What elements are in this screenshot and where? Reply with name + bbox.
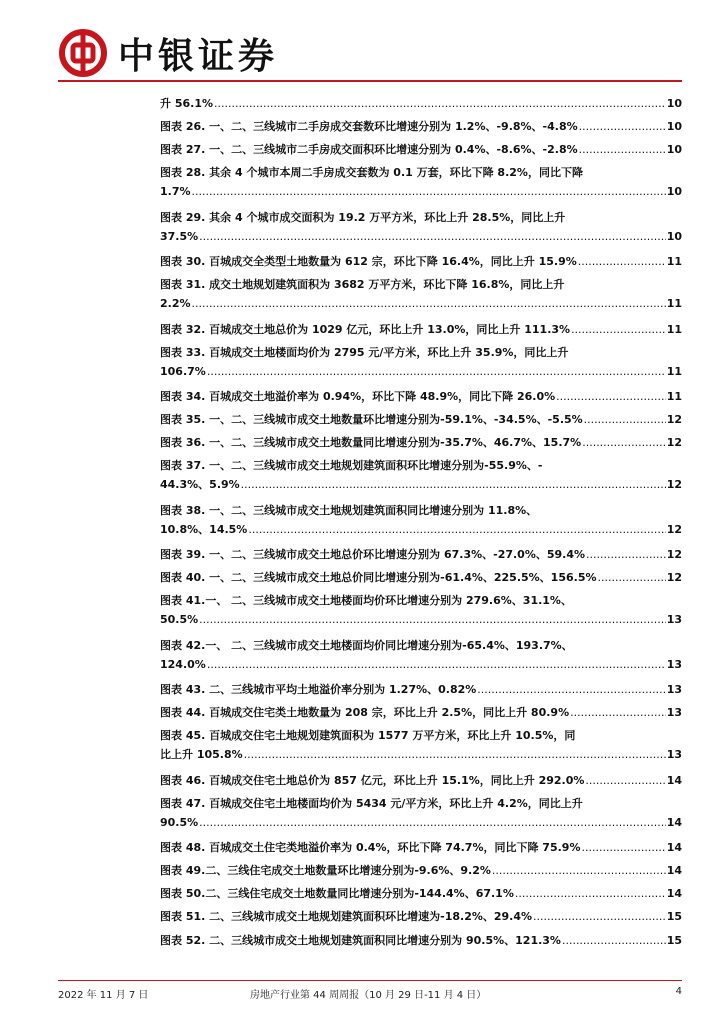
dot-leader bbox=[199, 813, 666, 832]
toc-page-number: 12 bbox=[666, 478, 682, 492]
toc-entry-title: 图表 29. 其余 4 个城市成交面积为 19.2 万平方米，环比上升 28.5%，同比上升 bbox=[160, 210, 566, 224]
toc-page-number: 12 bbox=[666, 522, 682, 536]
toc-entry[interactable] bbox=[160, 138, 682, 161]
toc-page-number: 13 bbox=[666, 657, 682, 671]
toc-page-number: 11 bbox=[666, 322, 682, 336]
brand-name: 中银证券 bbox=[118, 34, 279, 77]
dot-leader bbox=[515, 882, 666, 905]
toc-page-number: 14 bbox=[666, 815, 682, 829]
toc-entry[interactable] bbox=[160, 566, 682, 589]
toc-entry-title: 图表 38. 一、二、三线城市成交土地规划建筑面积同比增速分别为 11.8%、 bbox=[160, 503, 538, 517]
toc-entry[interactable] bbox=[160, 341, 682, 385]
toc-entry-title-continued: 比上升 105.8% bbox=[160, 748, 243, 762]
toc-entry[interactable] bbox=[160, 769, 682, 792]
toc-entry[interactable] bbox=[160, 499, 682, 543]
dot-leader bbox=[570, 701, 666, 724]
toc-entry[interactable] bbox=[160, 724, 682, 768]
toc-entry-title: 图表 40. 一、二、三线城市成交土地总价同比增速分别为-61.4%、225.5%、156.5% bbox=[160, 571, 597, 585]
dot-leader bbox=[571, 318, 666, 341]
toc-entry-title: 图表 33. 百城成交土地楼面均价为 2795 元/平方米，环比上升 35.9%，同比上升 bbox=[160, 345, 569, 359]
toc-page-number: 13 bbox=[666, 613, 682, 627]
toc-entry-title: 图表 28. 其余 4 个城市本周二手房成交套数为 0.1 万套，环比下降 8.2%，同比下降 bbox=[160, 166, 583, 180]
footer-report-title: 房地产行业第 44 周周报（10 月 29 日-11 月 4 日） bbox=[250, 990, 487, 1001]
toc-page-number: 11 bbox=[666, 255, 682, 269]
toc-entry-title: 图表 44. 百城成交住宅类土地数量为 208 宗，环比上升 2.5%，同比上升 80.9% bbox=[160, 706, 570, 720]
toc-entry[interactable] bbox=[160, 859, 682, 882]
toc-entry-title: 图表 43. 二、三线城市平均土地溢价率分别为 1.27%、0.82% bbox=[160, 683, 477, 697]
toc-entry-title: 图表 37. 一、二、三线城市成交土地规划建筑面积环比增速分别为-55.9%、- bbox=[160, 459, 543, 473]
page-number: 4 bbox=[675, 986, 682, 997]
dot-leader bbox=[492, 859, 666, 882]
toc-entry-title-continued: 90.5% bbox=[160, 815, 199, 829]
toc-entry-title: 图表 26. 一、二、三线城市二手房成交套数环比增速分别为 1.2%、-9.8%、-4.8% bbox=[160, 120, 578, 134]
dot-leader bbox=[579, 115, 666, 138]
dot-leader bbox=[477, 678, 665, 701]
page-header bbox=[58, 28, 278, 78]
toc-entry-title: 图表 34. 百城成交土地溢价率为 0.94%，环比下降 48.9%，同比下降 26.0% bbox=[160, 390, 556, 404]
toc-entry-title: 图表 50.二、三线住宅成交土地数量同比增速分别为-144.4%、67.1% bbox=[160, 887, 514, 901]
toc-entry[interactable] bbox=[160, 836, 682, 859]
dot-leader bbox=[582, 431, 665, 454]
toc-page-number: 10 bbox=[666, 143, 682, 157]
footer-date: 2022 年 11 月 7 日 bbox=[58, 990, 149, 1001]
bank-of-china-logo-icon bbox=[58, 28, 108, 78]
dot-leader bbox=[199, 610, 666, 629]
table-of-figures bbox=[160, 92, 682, 952]
toc-entry[interactable] bbox=[160, 431, 682, 454]
toc-entry-title: 图表 48. 百城成交土住宅类地溢价率为 0.4%，环比下降 74.7%，同比下降 75.9% bbox=[160, 841, 581, 855]
toc-entry[interactable] bbox=[160, 92, 682, 115]
toc-entry[interactable] bbox=[160, 792, 682, 836]
toc-page-number: 14 bbox=[666, 864, 682, 878]
dot-leader bbox=[586, 543, 666, 566]
toc-entry[interactable] bbox=[160, 634, 682, 678]
dot-leader bbox=[585, 769, 665, 792]
toc-entry-title-continued: 2.2% bbox=[160, 297, 191, 311]
toc-entry-title-continued: 10.8%、14.5% bbox=[160, 522, 248, 536]
dot-leader bbox=[584, 408, 666, 431]
toc-entry-title-continued: 50.5% bbox=[160, 613, 199, 627]
toc-page-number: 13 bbox=[666, 683, 682, 697]
toc-entry-title: 图表 31. 成交土地规划建筑面积为 3682 万平方米，环比下降 16.8%，同比上升 bbox=[160, 278, 565, 292]
toc-entry[interactable] bbox=[160, 678, 682, 701]
toc-page-number: 12 bbox=[666, 413, 682, 427]
dot-leader bbox=[244, 745, 666, 764]
toc-page-number: 11 bbox=[666, 297, 682, 311]
toc-entry-title: 图表 32. 百城成交土地总价为 1029 亿元，环比上升 13.0%，同比上升 111.3% bbox=[160, 322, 571, 336]
toc-entry[interactable] bbox=[160, 385, 682, 408]
toc-entry[interactable] bbox=[160, 206, 682, 250]
toc-page-number: 13 bbox=[666, 748, 682, 762]
toc-entry[interactable] bbox=[160, 408, 682, 431]
toc-entry-title-continued: 44.3%、5.9% bbox=[160, 478, 240, 492]
toc-entry[interactable] bbox=[160, 318, 682, 341]
toc-page-number: 12 bbox=[666, 571, 682, 585]
toc-page-number: 15 bbox=[666, 933, 682, 947]
toc-entry[interactable] bbox=[160, 905, 682, 928]
dot-leader bbox=[241, 475, 666, 494]
dot-leader bbox=[578, 250, 666, 273]
dot-leader bbox=[579, 138, 666, 161]
toc-page-number: 10 bbox=[666, 97, 682, 110]
toc-entry-title: 图表 49.二、三线住宅成交土地数量环比增速分别为-9.6%、9.2% bbox=[160, 864, 491, 878]
toc-entry[interactable] bbox=[160, 115, 682, 138]
toc-page-number: 11 bbox=[666, 390, 682, 404]
toc-page-number: 10 bbox=[666, 185, 682, 199]
toc-entry-title-continued: 1.7% bbox=[160, 185, 191, 199]
toc-page-number: 12 bbox=[666, 436, 682, 450]
toc-entry-title: 图表 30. 百城成交全类型土地数量为 612 宗，环比下降 16.4%，同比上升 15.9% bbox=[160, 255, 577, 269]
toc-entry-title: 图表 27. 一、二、三线城市二手房成交面积环比增速分别为 0.4%、-8.6%、-2.8% bbox=[160, 143, 578, 157]
toc-entry-title: 图表 41.一、 二、三线城市成交土地楼面均价环比增速分别为 279.6%、31.1%、 bbox=[160, 594, 572, 608]
dot-leader bbox=[556, 385, 666, 408]
toc-page-number: 10 bbox=[666, 229, 682, 243]
toc-entry-title: 图表 45. 百城成交住宅土地规划建筑面积为 1577 万平方米，环比上升 10.5%，同 bbox=[160, 729, 576, 743]
toc-entry[interactable] bbox=[160, 161, 682, 205]
dot-leader bbox=[248, 520, 665, 539]
toc-page-number: 14 bbox=[666, 841, 682, 855]
toc-page-number: 15 bbox=[666, 910, 682, 924]
dot-leader bbox=[562, 929, 666, 952]
dot-leader bbox=[207, 655, 666, 674]
toc-entry-title: 图表 36. 一、二、三线城市成交土地数量同比增速分别为-35.7%、46.7%、15.7% bbox=[160, 436, 582, 450]
dot-leader bbox=[192, 294, 666, 313]
dot-leader bbox=[581, 836, 665, 859]
toc-entry[interactable] bbox=[160, 273, 682, 317]
dot-leader bbox=[533, 905, 666, 928]
footer-divider bbox=[58, 980, 682, 981]
toc-entry-title-continued: 124.0% bbox=[160, 657, 206, 671]
toc-entry-title: 图表 42.一、 二、三线城市成交土地楼面均价同比增速分别为-65.4%、193.7%、 bbox=[160, 638, 573, 652]
toc-entry[interactable] bbox=[160, 929, 682, 952]
toc-entry[interactable] bbox=[160, 250, 682, 273]
toc-entry[interactable] bbox=[160, 701, 682, 724]
toc-entry-title: 图表 51. 二、三线城市成交土地规划建筑面积环比增速为-18.2%、29.4% bbox=[160, 910, 533, 924]
toc-entry-title: 图表 52. 二、三线城市成交土地规划建筑面积同比增速分别为 90.5%、121.3% bbox=[160, 933, 561, 947]
dot-leader bbox=[598, 566, 666, 589]
toc-page-number: 10 bbox=[666, 120, 682, 134]
toc-entry-title-continued: 37.5% bbox=[160, 229, 199, 243]
toc-page-number: 11 bbox=[666, 364, 682, 378]
dot-leader bbox=[199, 227, 666, 246]
toc-entry-title: 图表 47. 百城成交住宅土地楼面均价为 5434 元/平方米，环比上升 4.2%，同比上升 bbox=[160, 796, 583, 810]
dot-leader bbox=[192, 182, 666, 201]
toc-page-number: 14 bbox=[666, 773, 682, 787]
toc-page-number: 12 bbox=[666, 548, 682, 562]
toc-page-number: 13 bbox=[666, 706, 682, 720]
toc-entry-title: 升 56.1% bbox=[160, 97, 213, 110]
dot-leader bbox=[207, 362, 666, 381]
toc-entry[interactable] bbox=[160, 882, 682, 905]
toc-entry[interactable] bbox=[160, 589, 682, 633]
toc-entry-title: 图表 35. 一、二、三线城市成交土地数量环比增速分别为-59.1%、-34.5%、-5.5% bbox=[160, 413, 583, 427]
dot-leader bbox=[214, 92, 666, 115]
toc-entry-title: 图表 46. 百城成交住宅土地总价为 857 亿元，环比上升 15.1%，同比上升 292.0% bbox=[160, 773, 585, 787]
toc-entry[interactable] bbox=[160, 454, 682, 498]
toc-entry-title-continued: 106.7% bbox=[160, 364, 206, 378]
toc-page-number: 14 bbox=[666, 887, 682, 901]
toc-entry[interactable] bbox=[160, 543, 682, 566]
toc-entry-title: 图表 39. 一、二、三线城市成交土地总价环比增速分别为 67.3%、-27.0%、59.4% bbox=[160, 548, 586, 562]
header-divider bbox=[58, 80, 682, 82]
